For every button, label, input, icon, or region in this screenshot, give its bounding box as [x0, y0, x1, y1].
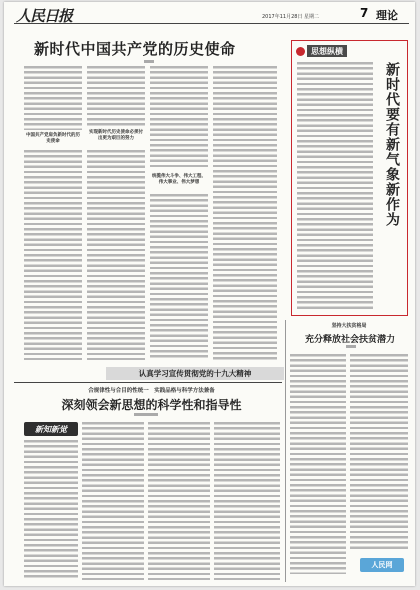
renminwang-logo: 人民网 [360, 558, 404, 572]
main-article-subhead-1: 实现新时代历史使命必须付出更为艰巨的努力 [89, 130, 143, 141]
main-article-title: 新时代中国共产党的历史使命 [34, 40, 236, 58]
bottom-article-col-1 [24, 440, 78, 580]
right-article-kicker: 坚持大扶贫格局 [331, 323, 367, 329]
main-article-col-1b [24, 150, 82, 360]
right-article-col-2 [350, 354, 408, 550]
bottom-article-col-3 [148, 422, 210, 580]
main-article-col-1 [24, 66, 82, 130]
main-article-col-4 [213, 66, 277, 360]
banner-rule [14, 382, 282, 383]
bottom-article-title: 深刻领会新思想的科学性和指导性 [61, 398, 242, 412]
masthead-logo: 人民日报 [16, 7, 73, 25]
bottom-article-byline [134, 413, 158, 416]
bottom-article-stamp: 新知新觉 [24, 422, 78, 436]
main-article-col-3b [150, 194, 208, 360]
topic-banner: 认真学习宣传贯彻党的十九大精神 [106, 367, 284, 380]
right-article-title: 充分释放社会扶贫潜力 [304, 335, 395, 345]
commentary-header [296, 45, 347, 57]
right-article-col-1 [290, 354, 346, 574]
main-article-col-2b [87, 150, 145, 360]
section-name: 理论 [376, 9, 398, 22]
bottom-article-kicker: 合规律性与合目的性统一 实践品格与科学方法兼备 [88, 388, 215, 394]
page-number: 7 [360, 6, 369, 20]
commentary-badge-icon [296, 47, 305, 56]
main-article-byline [144, 60, 154, 63]
commentary-badge: 思想纵横 [307, 45, 347, 57]
main-article-subhead-2: 中国共产党肩负新时代的历史使命 [26, 133, 80, 144]
right-article-byline [346, 345, 356, 348]
main-article-col-2 [87, 66, 145, 126]
header-rule [14, 23, 409, 24]
main-article-col-3 [150, 66, 208, 170]
bottom-article-col-2 [82, 422, 144, 580]
masthead-date: 2017年11月28日 星期二 [262, 14, 320, 20]
main-article-subhead-3: 统揽伟大斗争、伟大工程、伟大事业、伟大梦想 [152, 174, 206, 185]
bottom-article-col-4 [214, 422, 280, 580]
commentary-text [297, 62, 373, 310]
newspaper-page [4, 2, 415, 586]
column-divider [285, 320, 286, 582]
commentary-title: 新时代要有新气象新作为 [384, 62, 400, 227]
